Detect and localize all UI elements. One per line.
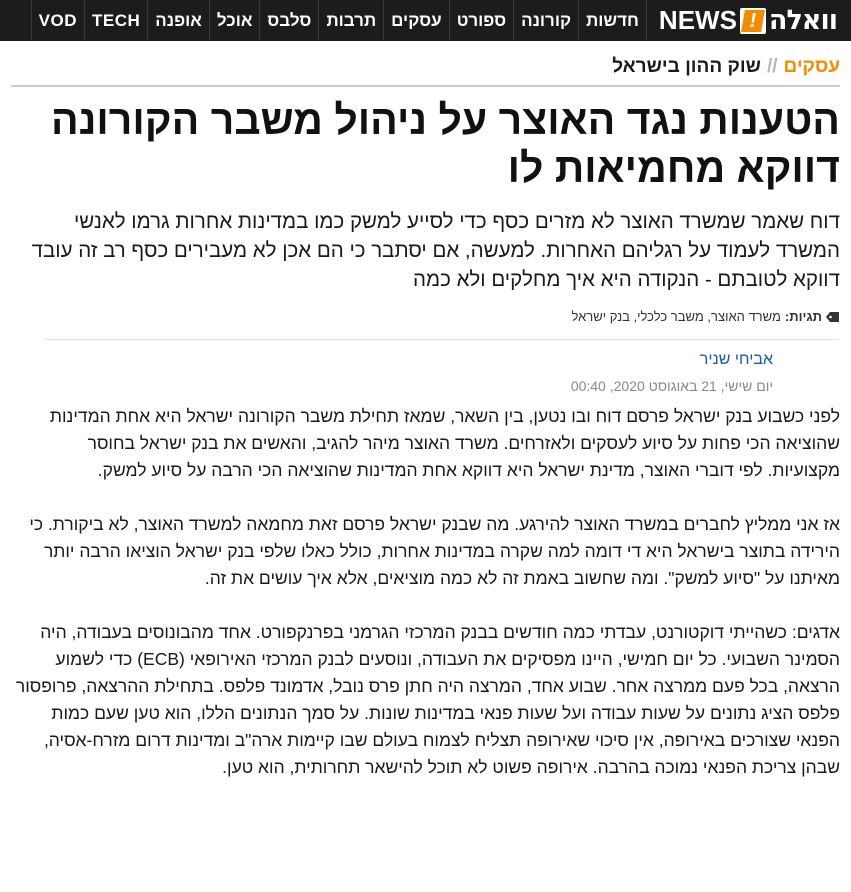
breadcrumb-separator: // — [766, 56, 778, 77]
article-paragraph: לפני כשבוע בנק ישראל פרסם דוח ובו נטען, בין השאר, שמאז תחילת משבר הקורונה ישראל היא אחת המדינות שהוציאה הכי פחות על סיוע לעסקים ולאזרחים. משרד האוצר מיהר להגיב, והאשים את בנק ישראל בחוסר מקצועיות. לפי דוברי האוצר, מדינת ישראל היא דווקא אחת המדינות שהוציאה הכי הרבה על סיוע למשק. — [49, 406, 840, 480]
divider — [45, 339, 839, 340]
article-body — [14, 403, 840, 808]
nav-item-news[interactable]: חדשות — [578, 0, 647, 41]
nav-item-sport[interactable]: ספורט — [449, 0, 513, 41]
logo-bang-icon: ! — [740, 8, 766, 34]
breadcrumb-subsection-link[interactable]: שוק ההון בישראל — [612, 56, 761, 77]
breadcrumb — [11, 56, 840, 87]
logo-news-text: NEWS — [658, 5, 737, 35]
tags-label: תגיות: — [784, 309, 822, 324]
walla-news-logo[interactable] — [647, 0, 851, 41]
tags-list[interactable]: משרד האוצר, משבר כלכלי, בנק ישראל — [571, 309, 781, 324]
nav-item-corona[interactable]: קורונה — [513, 0, 578, 41]
nav-item-celebs[interactable]: סלבס — [259, 0, 318, 41]
nav-item-culture[interactable]: תרבות — [318, 0, 383, 41]
article-paragraph: אדגים: כשהייתי דוקטורנט, עבדתי כמה חודשים בבנק המרכזי הגרמני בפרנקפורט. אחד מהבונוסים בעבודה, היה הסמינר השבועי. כל יום חמישי, היינו מפסיקים את העבודה, ונוסעים לבנק המרכזי האירופאי (ECB) כדי לשמוע הרצאה, בכל פעם ממרצה אחר. שבוע אחד, המרצה היה חתן פרס נובל, אדמונד פלפס. בתחילת ההרצאה, פרופסור פלפס הציג נתונים על שעות עבודה ועל שעות פנאי במדינות שונות. על סמך הנתונים הללו, הוא טען שעם כמות הפנאי שצורכים באירופה, אין סיכוי שאירופה תצליח לצמוח בעולם שבו קיימות ארה"ב ומדינות דרום מזרח-אסיה, שבהן צריכת הפנאי נמוכה בהרבה. אירופה פשוט לא תוכל להישאר תחרותית, הוא טען. — [15, 622, 840, 777]
article-title: הטענות נגד האוצר על ניהול משבר הקורונה דווקא מחמיאות לו — [51, 97, 840, 191]
nav-item-business[interactable]: עסקים — [383, 0, 449, 41]
logo-walla-text: וואלה — [768, 5, 837, 36]
nav-item-tech[interactable]: TECH — [84, 0, 147, 41]
top-navigation-bar — [0, 0, 851, 41]
main-nav — [31, 0, 647, 41]
nav-item-vod[interactable]: VOD — [31, 0, 84, 41]
tag-icon — [826, 311, 840, 323]
article-paragraph: אז אני ממליץ לחברים במשרד האוצר להירגע. מה שבנק ישראל פרסם זאת מחמאה למשרד האוצר, לא ביקורת. כי הירידה בתוצר בישראל היא די דומה למה שקרה במדינות אחרות, כולל כאלו שלפי בנק ישראל הוציאו הרבה יותר מאיתנו על "סיוע למשק". ומה שחשוב באמת זה לא כמה מוציאים, אלא איך עושים את זה. — [29, 514, 840, 588]
article-subtitle: דוח שאמר שמשרד האוצר לא מזרים כסף כדי לסייע למשק כמו במדינות אחרות גרמו לאנשי המשרד לעמוד על רגליהם האחרות. למעשה, אם יסתבר כי הם אכן לא מעבירים כסף רב זה עובד דווקא לטובתם - הנקודה היא איך מחלקים ולא כמה — [31, 210, 840, 291]
publish-date: יום שישי, 21 באוגוסט 2020, 00:40 — [570, 378, 773, 394]
author-name[interactable]: אביחי שניר — [699, 351, 773, 368]
article-tags — [572, 309, 841, 324]
nav-item-fashion[interactable]: אופנה — [147, 0, 209, 41]
nav-item-food[interactable]: אוכל — [209, 0, 260, 41]
breadcrumb-section-link[interactable]: עסקים — [783, 56, 840, 77]
